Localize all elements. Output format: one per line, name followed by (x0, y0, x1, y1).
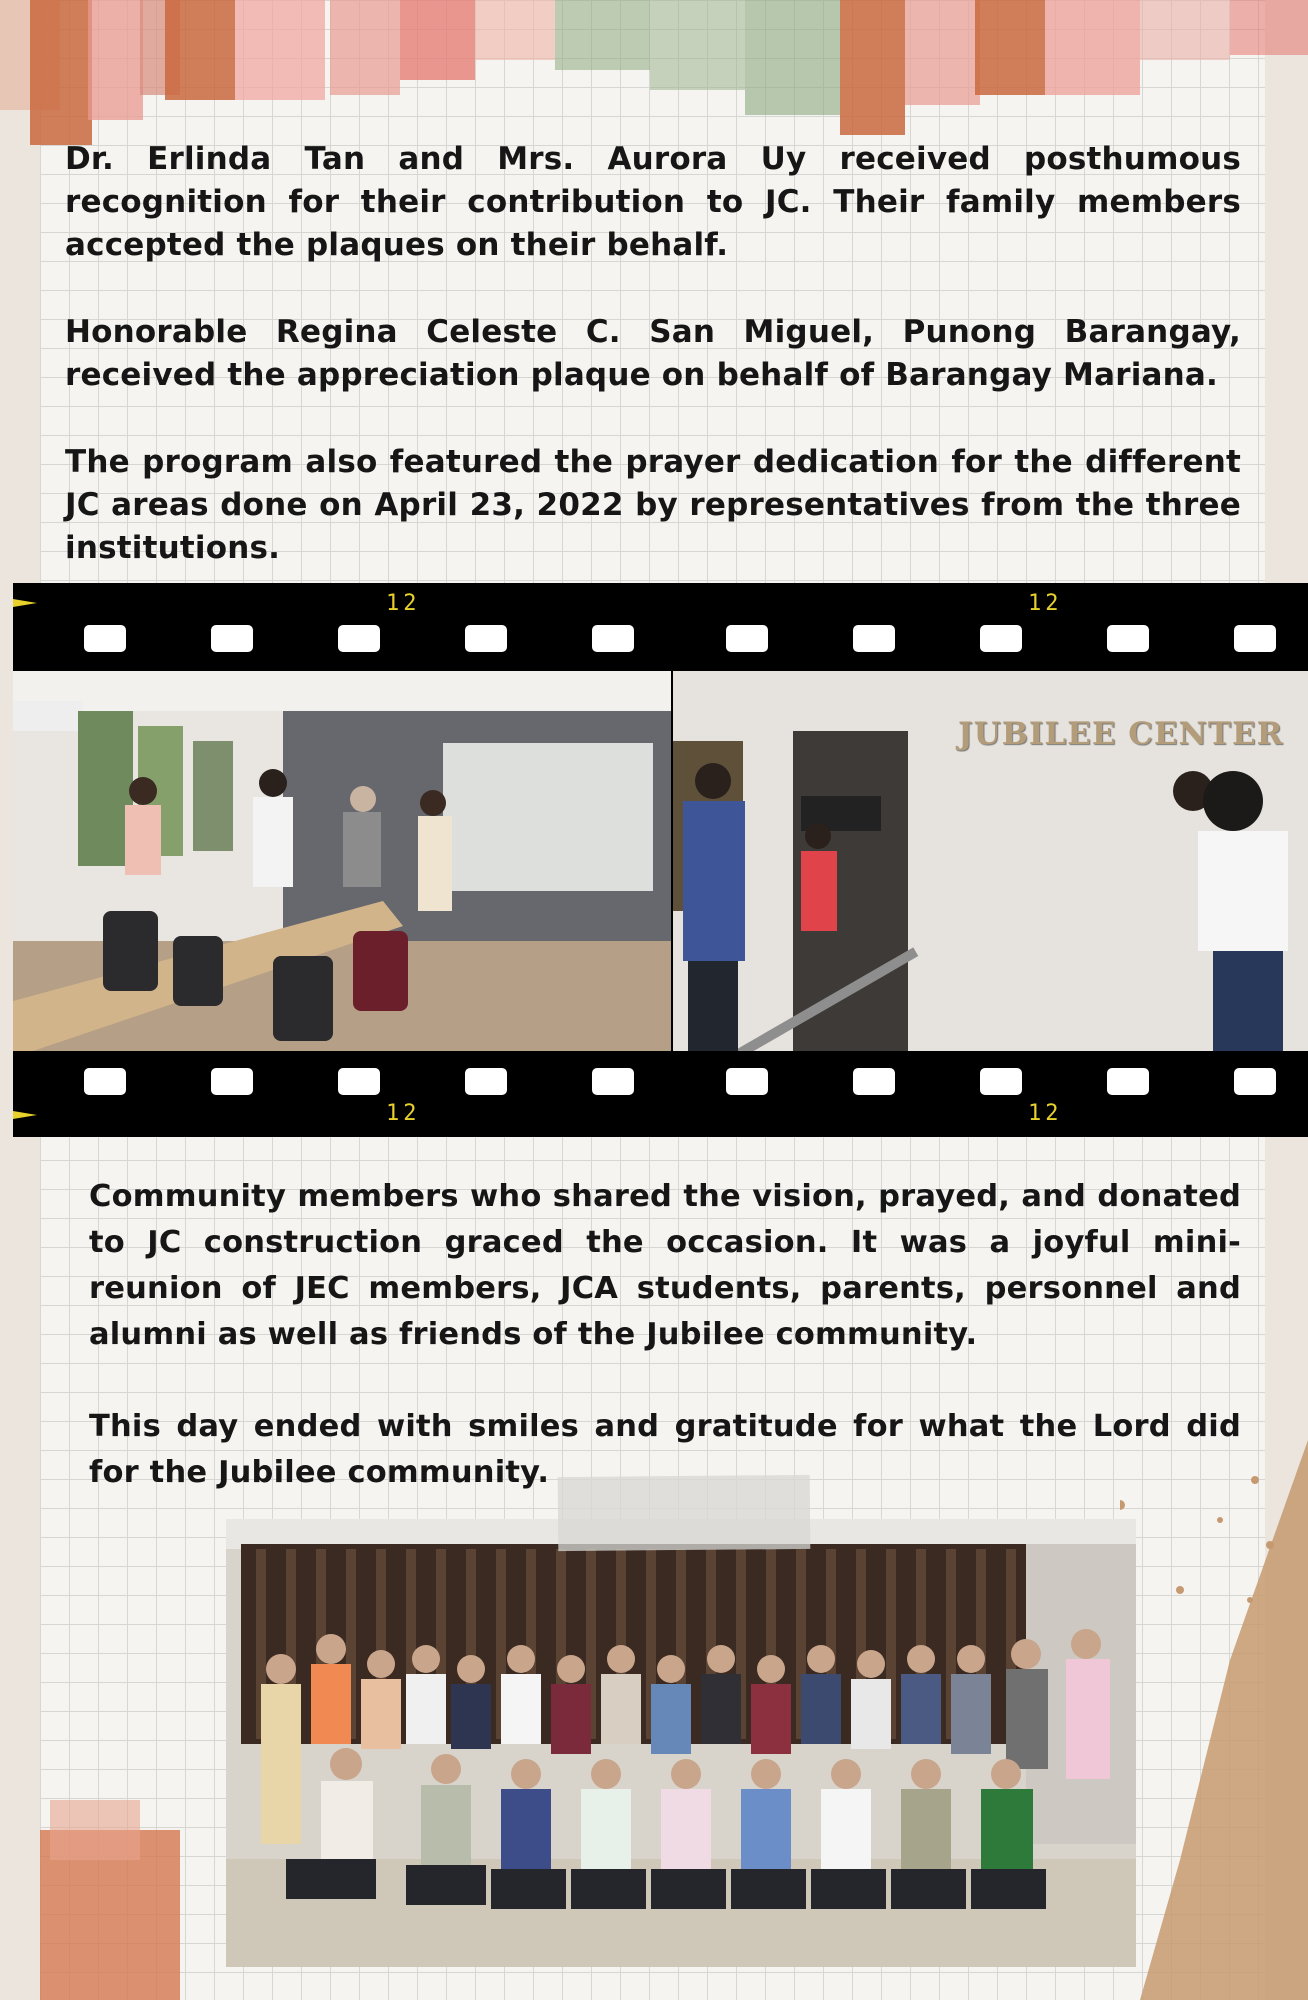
frame-number-top-left: 12 (386, 591, 421, 616)
sprocket-hole (980, 625, 1022, 652)
paragraph-barangay: Honorable Regina Celeste C. San Miguel, Punong Barangay, received the appreciation plaque on behalf of Barangay Mariana. (65, 314, 1241, 393)
photo-jubilee-center-sign (673, 671, 1308, 1051)
paragraph-recognition: Dr. Erlinda Tan and Mrs. Aurora Uy received posthumous recognition for their contribution to JC. Their family members accepted the plaques on their behalf. (65, 141, 1241, 263)
paragraph-closing: This day ended with smiles and gratitude for what the Lord did for the Jubilee community. (89, 1409, 1241, 1490)
sprocket-hole (726, 625, 768, 652)
sprocket-hole (726, 1068, 768, 1095)
sprocket-hole (1234, 1068, 1276, 1095)
watercolor-corner-right (1120, 1440, 1308, 2000)
film-strip (13, 583, 1308, 1137)
sprocket-hole (211, 625, 253, 652)
frame-number-bottom-right: 12 (1028, 1101, 1063, 1126)
watercolor-strokes-top (0, 0, 1308, 160)
sprocket-hole (1234, 625, 1276, 652)
frame-number-bottom-left: 12 (386, 1101, 421, 1126)
photo-meeting-room (13, 671, 671, 1051)
sprocket-hole (853, 625, 895, 652)
sprocket-hole (853, 1068, 895, 1095)
paragraph-community: Community members who shared the vision, prayed, and donated to JC construction graced the occasion. It was a joyful mini-reunion of JEC members, JCA students, parents, personnel and alumni as well as friends of the Jubilee community. (89, 1179, 1241, 1352)
jubilee-center-sign: JUBILEE CENTER (958, 716, 1284, 752)
decorative-tape (558, 1475, 811, 1551)
sprocket-hole (465, 625, 507, 652)
sprocket-hole (1107, 1068, 1149, 1095)
film-arrow-bottom (13, 1111, 37, 1119)
sprocket-hole (84, 625, 126, 652)
sprocket-hole (1107, 625, 1149, 652)
paragraph-prayer: The program also featured the prayer dedication for the different JC areas done on April 23, 2022 by representatives from the three institutions. (65, 444, 1241, 566)
sprocket-hole (338, 1068, 380, 1095)
sprocket-hole (592, 1068, 634, 1095)
sprocket-hole (980, 1068, 1022, 1095)
sprocket-hole (211, 1068, 253, 1095)
watercolor-corner-left (40, 1800, 180, 2000)
film-arrow-top (13, 599, 37, 607)
sprocket-hole (592, 625, 634, 652)
frame-number-top-right: 12 (1028, 591, 1063, 616)
sprocket-hole (338, 625, 380, 652)
sprocket-hole (84, 1068, 126, 1095)
sprocket-hole (465, 1068, 507, 1095)
photo-group (226, 1519, 1136, 1967)
